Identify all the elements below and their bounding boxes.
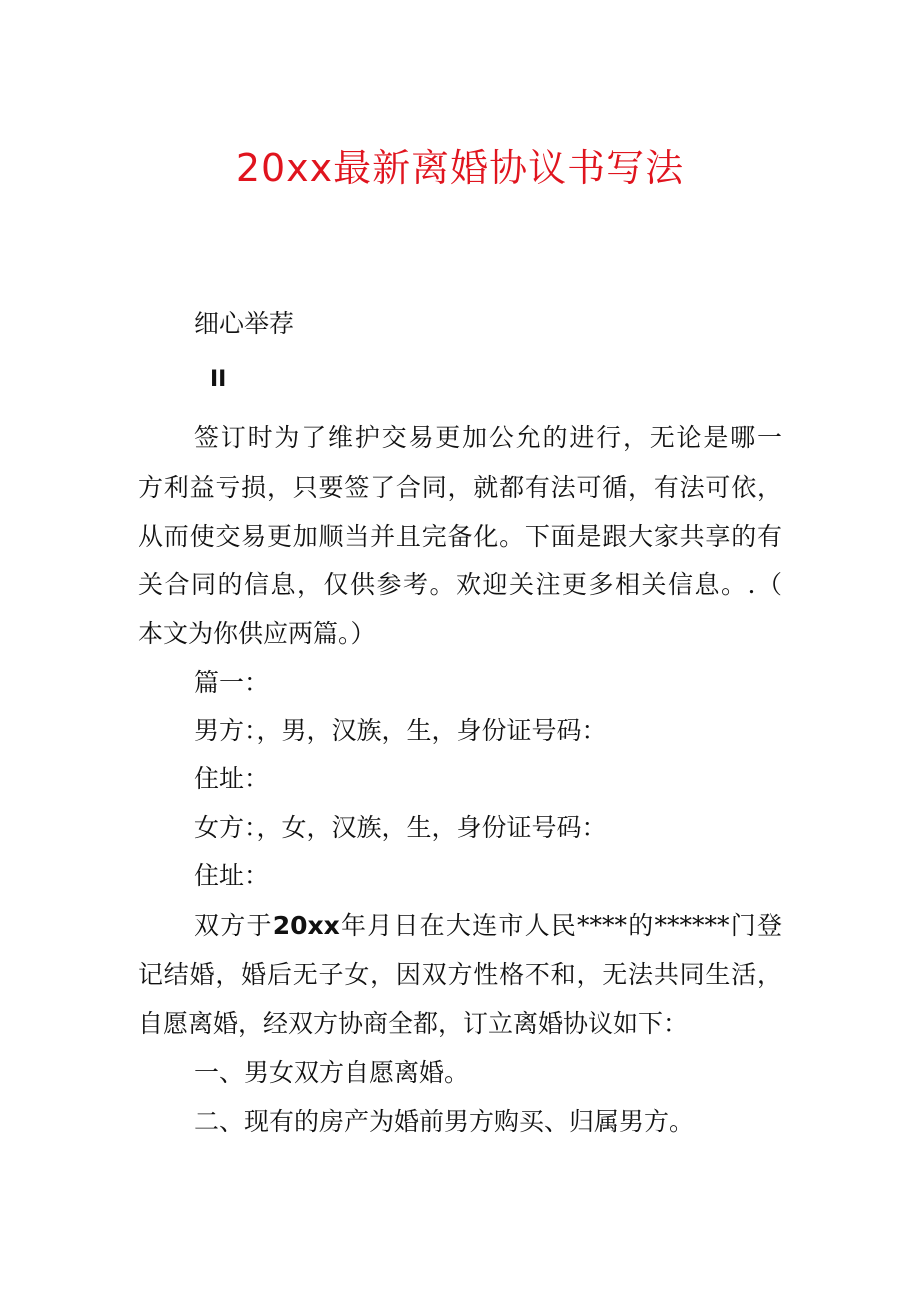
clause-2: 二、现有的房产为婚前男方购买、归属男方。 — [194, 1107, 695, 1136]
intro-line: 本文为你供应两篇。） — [138, 619, 376, 648]
section-mark: II — [210, 367, 227, 392]
clause-1: 一、男女双方自愿离婚。 — [194, 1058, 470, 1087]
male-address-line: 住址： — [194, 764, 270, 793]
marriage-line: 自愿离婚，经双方协商全都，订立离婚协议如下： — [138, 1009, 689, 1038]
intro-line: 签订时为了维护交易更加公允的进行，无论是哪一 — [194, 423, 782, 452]
female-address-line: 住址： — [194, 861, 270, 890]
recommend-text: 细心举荐 — [194, 309, 295, 338]
marriage-line: 双方于20xx年月日在大连市人民****的******门登 — [194, 911, 782, 940]
marriage-year: 20xx — [272, 911, 340, 940]
intro-line: 方利益亏损，只要签了合同，就都有法可循，有法可依， — [138, 473, 782, 502]
female-party-line: 女方：，女，汉族，生，身份证号码： — [194, 813, 607, 842]
document-title: 20xx最新离婚协议书写法 — [235, 146, 685, 190]
intro-line: 关合同的信息，仅供参考。欢迎关注更多相关信息。.（ — [138, 570, 782, 599]
male-party-line: 男方：，男，汉族，生，身份证号码： — [194, 716, 607, 745]
marriage-line: 记结婚，婚后无子女，因双方性格不和，无法共同生活， — [138, 960, 782, 989]
intro-line: 从而使交易更加顺当并且完备化。下面是跟大家共享的有 — [138, 522, 782, 551]
section-one-heading: 篇一： — [194, 668, 270, 697]
